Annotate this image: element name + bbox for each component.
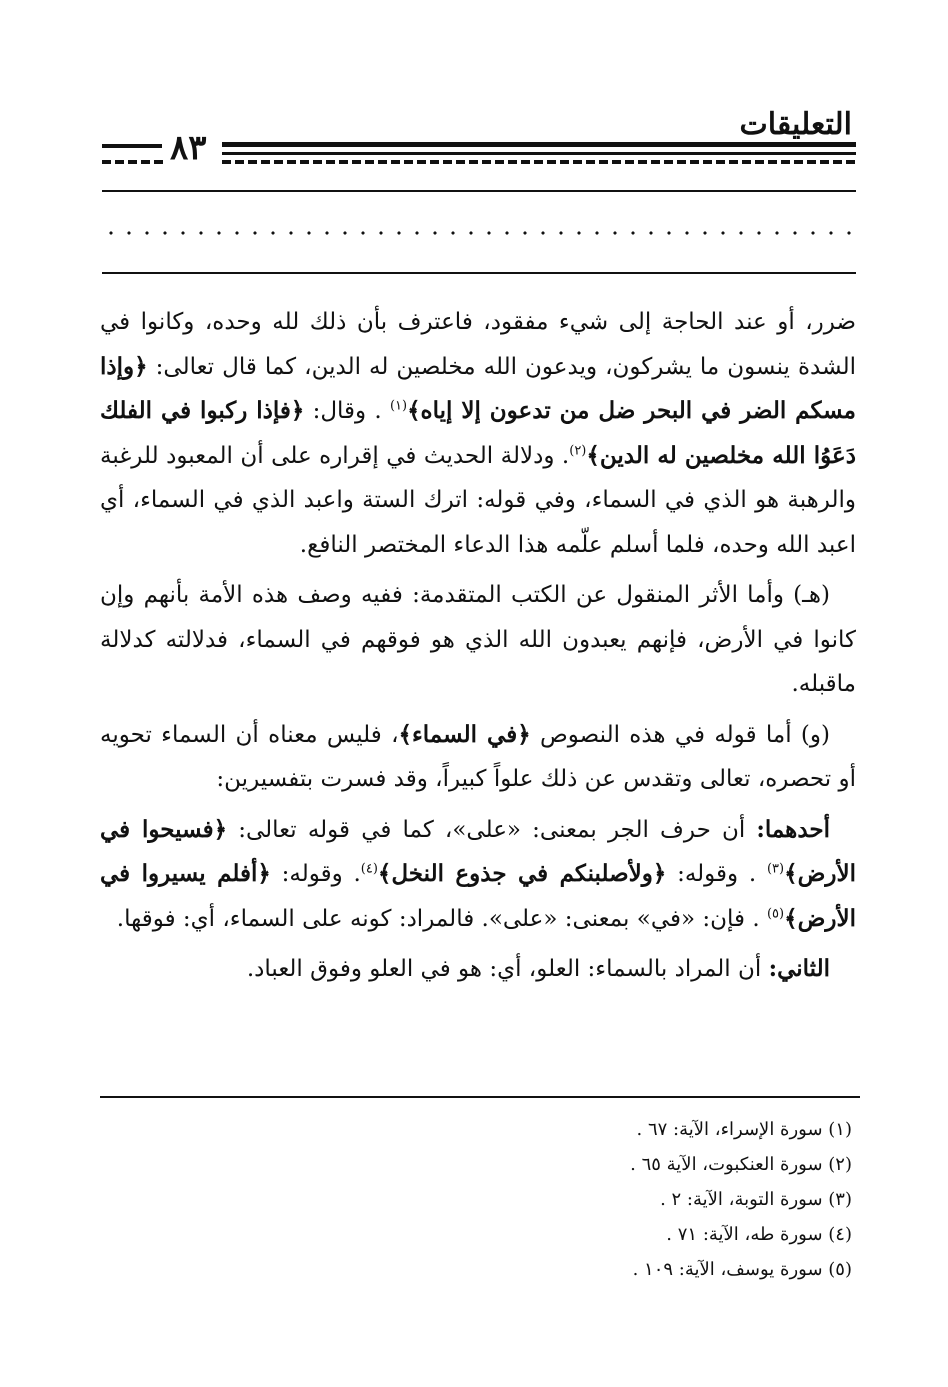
footnotes	[630, 1112, 852, 1287]
text-run: ، فليس معناه أن السماء تحويه أو تحصره، تعالى وتقدس عن ذلك علواً كبيراً، وقد فسرت بتفسيرين:	[100, 721, 856, 792]
header-rule-thick	[222, 142, 856, 147]
paragraph	[100, 713, 856, 802]
header-dash-row-left	[102, 160, 164, 164]
footnote-ref: (١)	[389, 398, 408, 414]
text-run: (و) أما قوله في هذه النصوص	[530, 721, 830, 748]
text-run: . ودلالة الحديث في إقراره على أن المعبود للرغبة والرهبة هو الذي في السماء، وفي قوله: اترك الستة واعبد الذي في السماء، أي اعبد الله وحده، فلما أسلم علّمه هذا الدعاء المختصر النافع.	[100, 442, 856, 558]
bold-text: ﴿فإذا ركبوا في الفلك دَعَوُا الله مخلصين له الدين﴾	[100, 397, 856, 469]
text-run: . وقال:	[304, 398, 390, 424]
paragraph	[100, 947, 856, 992]
text-run: . فإن: «في» بمعنى: «على». فالمراد: كونه على السماء، أي: فوقها.	[116, 905, 767, 932]
text-run: أن المراد بالسماء: العلو، أي: هو في العلو وفوق العباد.	[246, 956, 769, 982]
text-run: ضرر، أو عند الحاجة إلى شيء مفقود، فاعترف بأن ذلك لله وحده، وكانوا في الشدة ينسون ما يشركون، ويدعون الله مخلصين له الدين، كما قال تعالى:	[100, 309, 856, 380]
bold-text: ﴿ولأصلبنكم في جذوع النخل﴾	[377, 860, 667, 887]
footnote-ref: (٢)	[569, 442, 587, 458]
top-divider	[102, 190, 856, 192]
footnote: (٣) سورة التوبة، الآية: ٢ .	[660, 1189, 852, 1210]
text-run: أن حرف الجر بمعنى: «على»، كما في قوله تعالى:	[227, 816, 757, 843]
footnote-ref: (٤)	[360, 861, 378, 877]
footnote-ref: (٥)	[766, 905, 785, 921]
footnote: (٥) سورة يوسف، الآية: ١٠٩ .	[632, 1259, 852, 1280]
page-number: ٨٣	[170, 128, 207, 168]
bold-text: ﴿فسيحوا في الأرض﴾	[100, 815, 856, 887]
footnote: (٤) سورة طه، الآية: ٧١ .	[666, 1224, 852, 1245]
header-rule-thin	[222, 152, 856, 155]
bottom-divider	[102, 272, 856, 274]
text-run: . وقوله:	[666, 861, 767, 887]
body-text	[100, 300, 856, 998]
header-dash-row	[222, 160, 856, 164]
running-header-title: التعليقات	[739, 107, 852, 142]
bold-text: ﴿وإذا مسكم الضر في البحر ضل من تدعون إلا إياه﴾	[100, 352, 856, 424]
paragraph	[100, 300, 856, 567]
footnote-ref: (٣)	[766, 861, 785, 877]
text-run: (هـ) وأما الأثر المنقول عن الكتب المتقدمة: ففيه وصف هذه الأمة بأنهم وإن كانوا في الأرض، فإنهم يعبدون الله الذي هو فوقهم في السماء، فدلالته كدلالة ماقبله.	[100, 582, 856, 697]
text-run: . وقوله:	[270, 861, 361, 887]
footnote-rule	[100, 1096, 860, 1098]
paragraph	[100, 573, 856, 707]
dotted-divider	[102, 231, 856, 235]
bold-text: ﴿في السماء﴾	[398, 720, 531, 748]
footnote: (١) سورة الإسراء، الآية: ٦٧ .	[636, 1119, 852, 1140]
footnote: (٢) سورة العنكبوت، الآية ٦٥ .	[630, 1154, 852, 1175]
header-rule-left	[102, 144, 162, 148]
bold-text: ﴿أفلم يسيروا في الأرض﴾	[100, 860, 856, 932]
bold-text: أحدهما:	[756, 815, 830, 843]
bold-text: الثاني:	[768, 955, 830, 982]
paragraph	[100, 808, 856, 942]
